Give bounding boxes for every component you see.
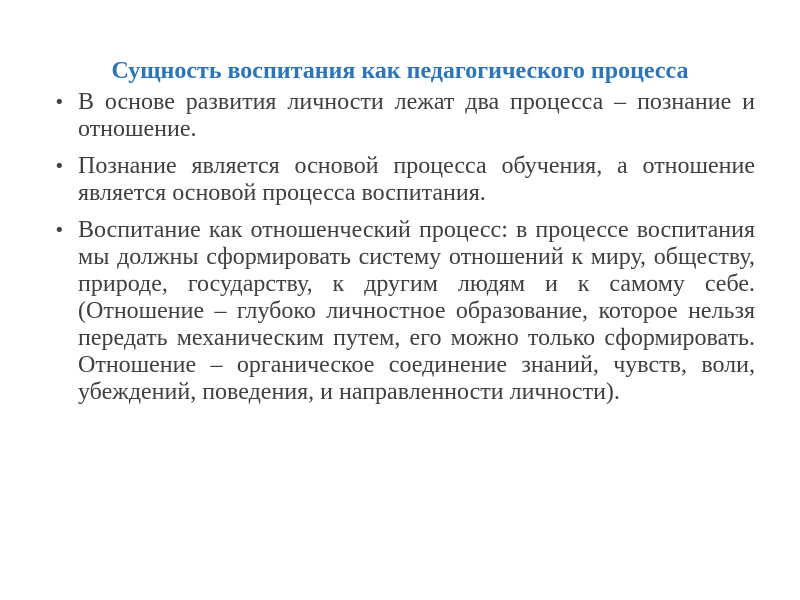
- bullet-item: [50, 217, 755, 406]
- bullet-text: Воспитание как отношенческий процесс: в процессе воспитания мы должны сформировать систему отношений к миру, обществу, природе, государству, к другим людям и к самому себе. (Отношение – глубоко личностное образование, которое нельзя передать механическим путем, его можно только сформировать. Отношение – органическое соединение знаний, чувств, воли, убеждений, поведения, и направленности личности).: [78, 217, 755, 405]
- bullet-item: [50, 89, 755, 143]
- bullet-item: [50, 153, 755, 207]
- bullet-icon: •: [54, 156, 65, 177]
- bullet-icon: •: [54, 92, 65, 113]
- bullet-text: Познание является основой процесса обучения, а отношение является основой процесса воспитания.: [78, 153, 755, 206]
- bullet-list: [50, 89, 755, 416]
- bullet-text: В основе развития личности лежат два процесса – познание и отношение.: [78, 89, 755, 142]
- bullet-icon: •: [54, 220, 65, 241]
- slide-title: Сущность воспитания как педагогического процесса: [111, 58, 689, 84]
